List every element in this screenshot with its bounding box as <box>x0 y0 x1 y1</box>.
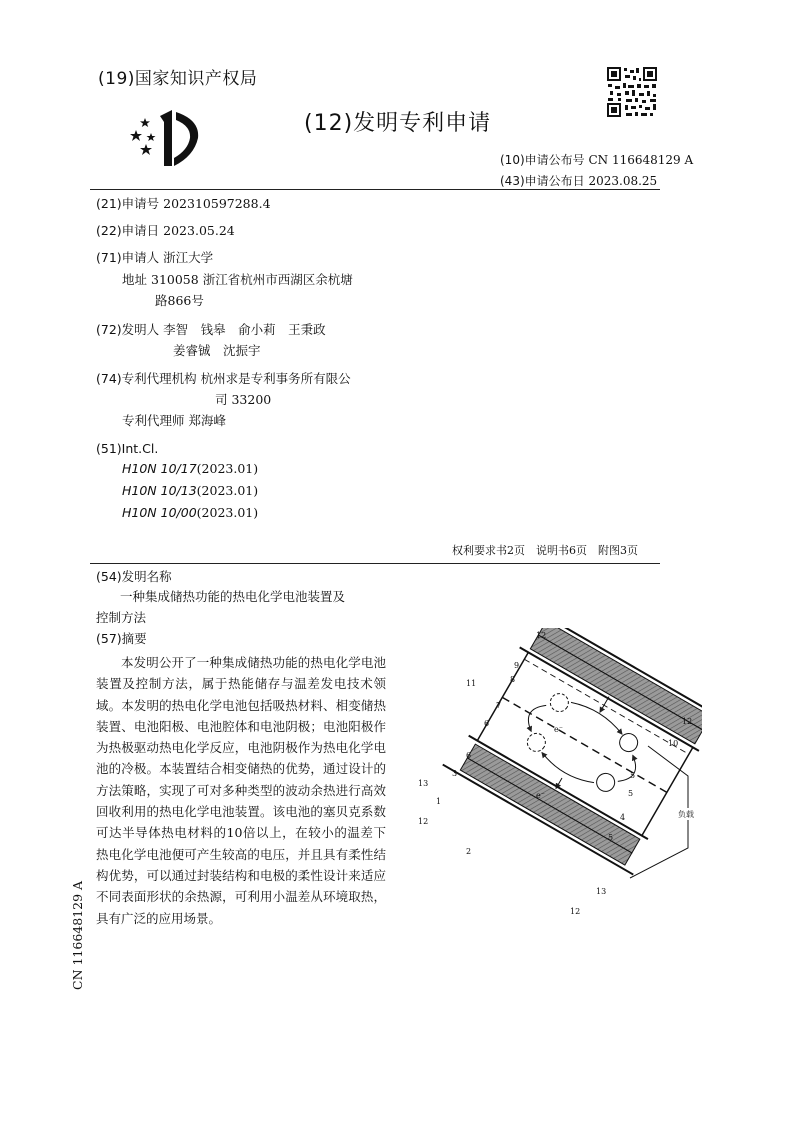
ion-solid <box>593 770 618 795</box>
ipc-entry <box>122 505 258 520</box>
figure-label: 12 <box>682 717 693 726</box>
figure-label: 5 <box>628 789 634 798</box>
figure-label: 1 <box>436 797 442 806</box>
application-number-row <box>96 193 271 215</box>
side-publication-code: CN 116648129 A <box>70 880 85 990</box>
ipc-label: (51)Int.Cl. <box>96 441 159 456</box>
figure-label: 负载 <box>678 810 694 819</box>
filing-date: 2023.05.24 <box>163 223 235 238</box>
ipc-code: H10N 10/00 <box>122 505 197 520</box>
section-divider <box>90 563 660 564</box>
office-name: (19)国家知识产权局 <box>98 69 258 89</box>
agency-line-2: 司 33200 <box>215 392 272 407</box>
invention-title-line-1: 一种集成储热功能的热电化学电池装置及 <box>120 589 346 604</box>
ipc-code: H10N 10/17 <box>122 461 197 476</box>
figure-label: 5 <box>608 833 614 842</box>
cnipa-logo-icon <box>128 108 206 168</box>
address-row <box>122 269 353 291</box>
page-counts: 权利要求书2页 说明书6页 附图3页 <box>452 544 638 557</box>
address-line-1: 310058 浙江省杭州市西湖区余杭塘 <box>151 272 353 287</box>
address-label: 地址 <box>122 272 148 287</box>
ipc-version: (2023.01) <box>196 483 259 498</box>
application-number: 202310597288.4 <box>163 196 271 211</box>
publication-date-row <box>500 172 657 189</box>
abstract-figure <box>412 628 702 918</box>
figure-label: 2 <box>466 847 472 856</box>
abstract-text <box>96 652 386 929</box>
figure-label: 11 <box>466 679 477 688</box>
figure-label: 4 <box>620 813 626 822</box>
figure-label: 10 <box>668 739 679 748</box>
applicant: 浙江大学 <box>163 250 214 265</box>
inventors-label: (72)发明人 <box>96 322 160 337</box>
publication-number-row <box>500 151 693 168</box>
reaction-arrow <box>523 700 547 731</box>
figure-label: 12 <box>570 907 581 916</box>
agency-line-1: 杭州求是专利事务所有限公 <box>200 371 351 386</box>
figure-label: 12 <box>536 631 547 640</box>
publication-number-label: (10)申请公布号 <box>500 153 585 167</box>
figure-label: 3 <box>452 769 458 778</box>
ion-solid <box>616 730 641 755</box>
header-divider <box>90 189 660 190</box>
ipc-version: (2023.01) <box>196 505 259 520</box>
publication-date: 2023.08.25 <box>588 174 658 188</box>
figure-label: 7 <box>496 701 502 710</box>
agent-row <box>122 410 226 432</box>
figure-label: 8 <box>510 675 516 684</box>
figure-label: 12 <box>418 817 429 826</box>
address-line-2: 路866号 <box>155 293 204 308</box>
agent-label: 专利代理师 <box>122 413 185 428</box>
figure-label: 9 <box>514 661 520 670</box>
figure-label: 5 <box>630 771 636 780</box>
abstract-label: (57)摘要 <box>96 631 147 646</box>
agency-label: (74)专利代理机构 <box>96 371 197 386</box>
application-number-label: (21)申请号 <box>96 196 160 211</box>
reaction-arrow <box>539 753 594 788</box>
ipc-entry <box>122 483 258 498</box>
abstract-paragraph: 本发明公开了一种集成储热功能的热电化学电池装置及控制方法，属于热能储存与温差发电技术领域。本发明的热电化学电池包括吸热材料、相变储热装置、电池阳极、电池腔体和电池阴极；电池阳极作为热极驱动热电化学反应，电池阴极作为热电化学电池的冷极。本装置结合相变储热的优势，通过设计的方法策略，实现了可对多种类型的波动余热进行高效回收利用的热电化学电池装置。该电池的塞贝克系数可达半导体热电材料的10倍以上，在较小的温差下热电化学电池便可产生较高的电压，并且具有柔性结构优势，可以通过封装结构和电极的柔性设计来适应不同表面形状的余热源，可利用小温差从环境取热，具有广泛的应用场景。 <box>96 655 386 926</box>
agency-row <box>96 368 351 390</box>
qr-code-icon <box>606 66 658 118</box>
title-label: (54)发明名称 <box>96 569 172 584</box>
inventors-line-2: 姜睿铖 沈振宇 <box>173 343 261 358</box>
figure-label: e⁻ <box>554 725 563 734</box>
filing-date-row <box>96 220 235 242</box>
applicant-label: (71)申请人 <box>96 250 160 265</box>
ion-dashed <box>547 690 572 715</box>
electron-arrow <box>600 697 609 713</box>
figure-label: 6 <box>484 719 490 728</box>
publication-date-label: (43)申请公布日 <box>500 174 585 188</box>
applicant-row <box>96 247 213 269</box>
figure-label: 13 <box>418 779 429 788</box>
publication-number: CN 116648129 A <box>588 153 694 167</box>
invention-title-line-2: 控制方法 <box>96 610 147 625</box>
figure-label: 6 <box>466 751 472 760</box>
phase-change-storage <box>467 744 640 853</box>
figure-label: e⁻ <box>536 791 545 800</box>
document-type: (12)发明专利申请 <box>304 111 492 136</box>
ipc-code: H10N 10/13 <box>122 483 197 498</box>
filing-date-label: (22)申请日 <box>96 223 160 238</box>
ipc-version: (2023.01) <box>196 461 259 476</box>
inventors-line-1: 李智 钱皋 俞小莉 王秉政 <box>163 322 326 337</box>
ion-dashed <box>524 730 549 755</box>
inventors-row <box>96 319 326 341</box>
figure-label: 13 <box>596 887 607 896</box>
ipc-entry <box>122 461 258 476</box>
agent: 郑海峰 <box>188 413 227 428</box>
